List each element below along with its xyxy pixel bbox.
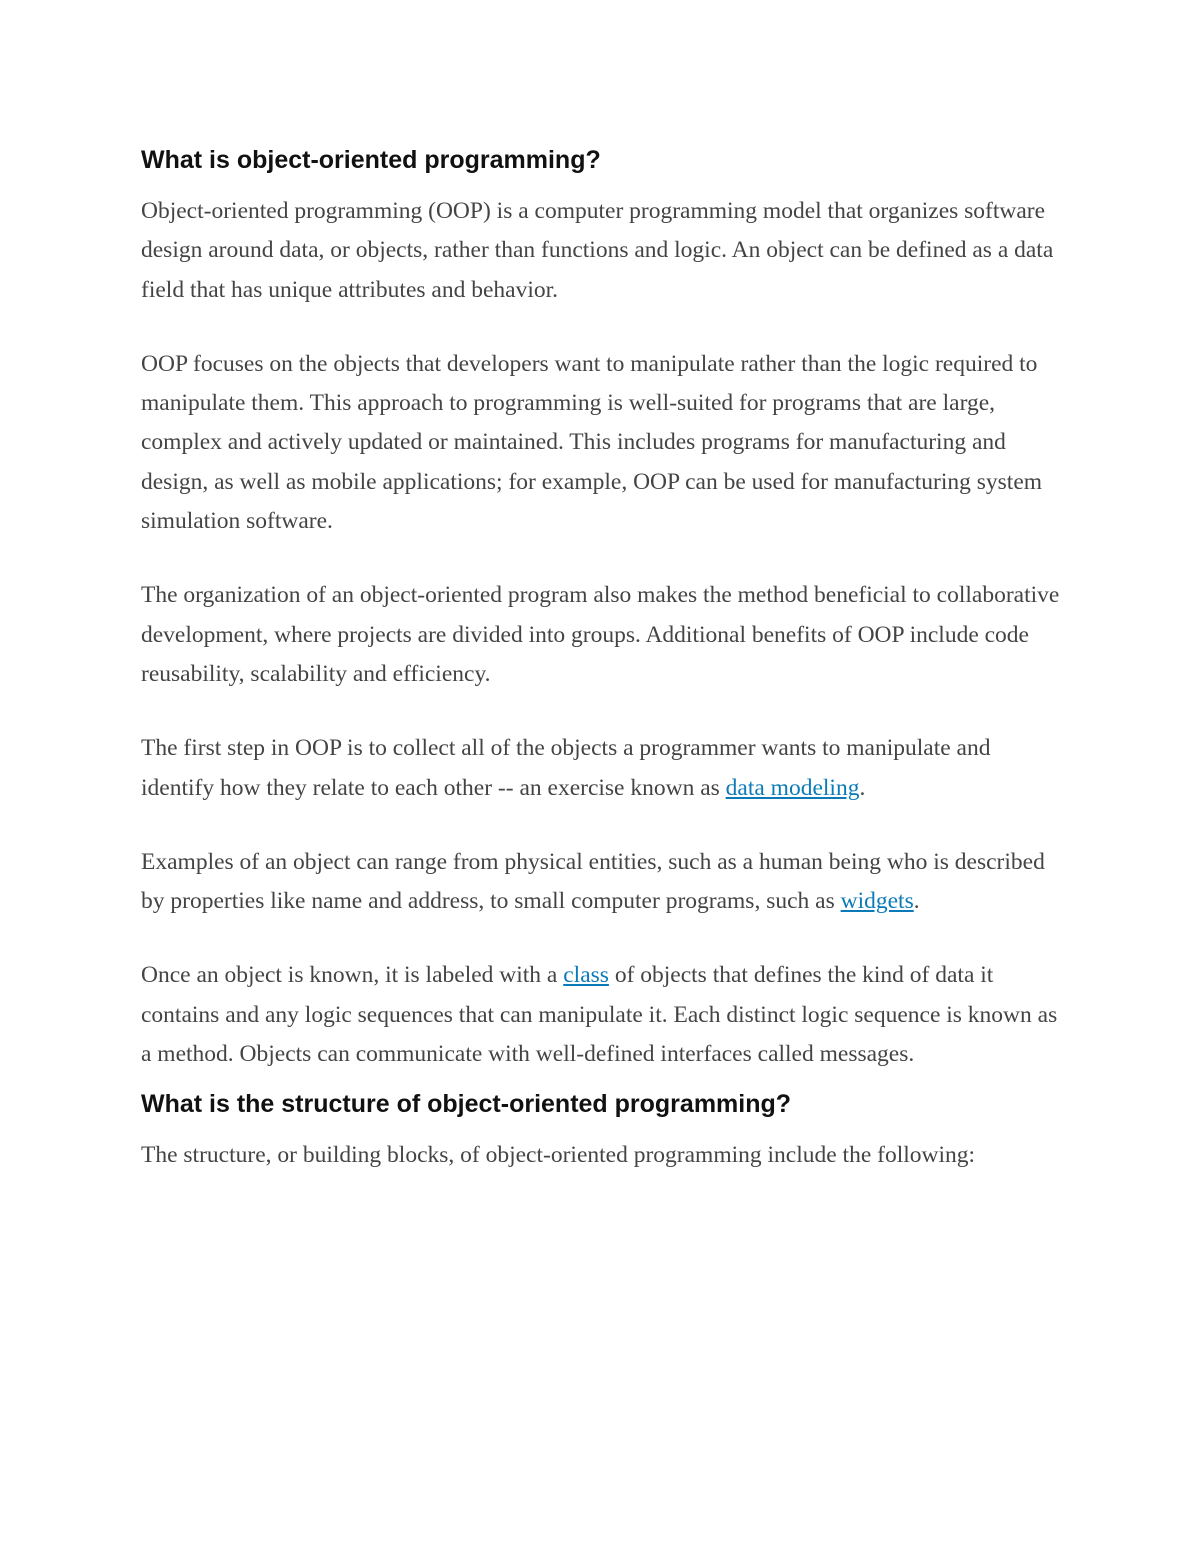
class-link[interactable]: class [563, 962, 609, 989]
widgets-link[interactable]: widgets [840, 888, 914, 915]
paragraph-first-step-end: . [859, 774, 866, 801]
paragraph-first-step [141, 729, 1066, 808]
data-modeling-link[interactable]: data modeling [725, 774, 860, 801]
paragraph-first-step-text: The first step in OOP is to collect all of the objects a programmer wants to manipulate and identify how they relate to each other -- an exercise known as [141, 735, 991, 801]
paragraph-oop-structure-intro: The structure, or building blocks, of object-oriented programming include the following: [141, 1142, 976, 1169]
paragraph-object-examples-text: Examples of an object can range from physical entities, such as a human being who is described by properties like name and address, to small computer programs, such as [141, 848, 1045, 915]
paragraph-object-class [141, 956, 1066, 1074]
paragraph-oop-organization: The organization of an object-oriented program also makes the method beneficial to collaborative development, where projects are divided into groups. Additional benefits of OOP include code reusability, scalability and efficiency. [141, 582, 1060, 687]
document-page [141, 140, 1066, 1176]
section-heading-oop-structure: What is the structure of object-oriented programming? [141, 1090, 792, 1119]
paragraph-object-examples-end: . [913, 888, 920, 915]
paragraph-object-class-end: of objects that defines the kind of data it contains and any logic sequences that can manipulate it. Each distinct logic sequence is known as a method. Objects can communicate with well-defined interfaces called messages. [141, 962, 1058, 1068]
section-heading-what-is-oop: What is object-oriented programming? [141, 146, 601, 174]
paragraph-oop-definition: Object-oriented programming (OOP) is a computer programming model that organizes software design around data, or objects, rather than functions and logic. An object can be defined as a data field that has unique attributes and behavior. [141, 198, 1054, 303]
paragraph-oop-focus: OOP focuses on the objects that developers want to manipulate rather than the logic required to manipulate them. This approach to programming is well-suited for programs that are large, complex and actively updated or maintained. This includes programs for manufacturing and design, as well as mobile applications; for example, OOP can be used for manufacturing system simulation software. [141, 350, 1043, 535]
paragraph-object-examples [141, 843, 1066, 922]
paragraph-object-class-text: Once an object is known, it is labeled with a [141, 962, 564, 989]
